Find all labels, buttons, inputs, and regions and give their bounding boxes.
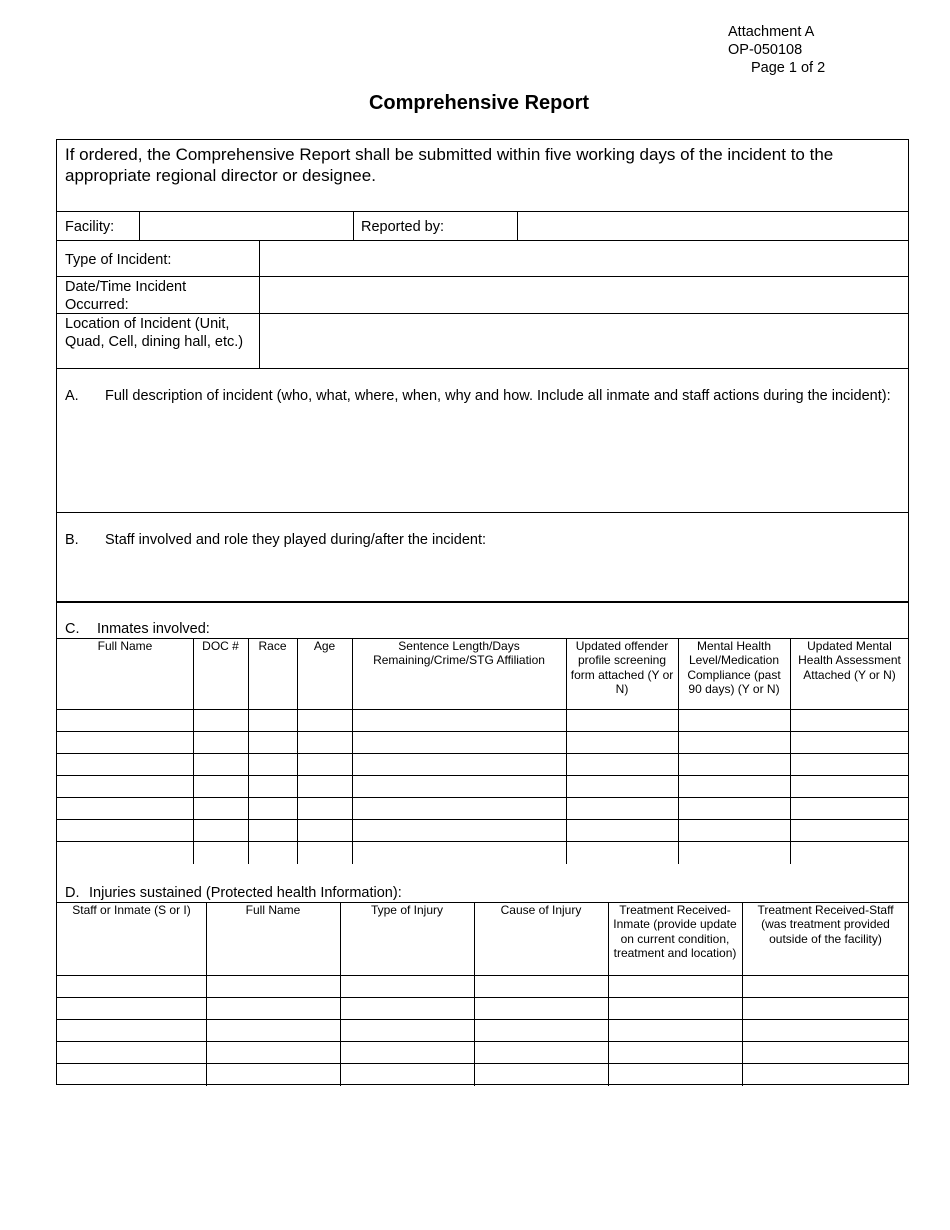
table-cell-input[interactable] (206, 997, 341, 1020)
table-cell-input[interactable] (248, 731, 298, 754)
table-cell-input[interactable] (352, 731, 567, 754)
table-cell-input[interactable] (193, 797, 249, 820)
table-cell-input[interactable] (474, 1041, 609, 1064)
table-cell-input[interactable] (566, 819, 679, 842)
table-cell-input[interactable] (206, 1063, 341, 1086)
column-header-label: Full Name (245, 903, 301, 917)
section-a-letter: A. (65, 388, 79, 404)
table-cell-input[interactable] (248, 753, 298, 776)
column-header (57, 902, 207, 976)
column-header-label: Full Name (97, 639, 153, 653)
table-cell-input[interactable] (474, 997, 609, 1020)
table-cell-input[interactable] (340, 975, 475, 998)
table-cell-input[interactable] (248, 841, 298, 864)
table-cell-input[interactable] (340, 1019, 475, 1042)
table-cell-input[interactable] (474, 1063, 609, 1086)
table-cell-input[interactable] (57, 975, 207, 998)
table-cell-input[interactable] (352, 819, 567, 842)
table-cell-input[interactable] (340, 1041, 475, 1064)
column-header-label: Updated Mental Health Assessment Attached (Y or N) (798, 639, 901, 682)
section-d-text: Injuries sustained (Protected health Information): (89, 885, 402, 901)
section-a-input[interactable] (105, 426, 900, 508)
table-cell-input[interactable] (57, 797, 194, 820)
type-of-incident-input[interactable] (260, 241, 907, 276)
table-cell-input[interactable] (340, 1063, 475, 1086)
table-cell-input[interactable] (608, 975, 743, 998)
table-cell-input[interactable] (193, 775, 249, 798)
location-label: Location of Incident (Unit, Quad, Cell, dining hall, etc.) (65, 316, 244, 350)
section-b-input[interactable] (105, 552, 900, 598)
column-header (297, 638, 353, 710)
table-cell-input[interactable] (57, 1019, 207, 1042)
column-header (248, 638, 298, 710)
table-cell-input[interactable] (566, 731, 679, 754)
table-cell-input[interactable] (678, 753, 791, 776)
column-header-label: Cause of Injury (500, 903, 582, 917)
table-cell-input[interactable] (678, 775, 791, 798)
reported-by-input[interactable] (518, 212, 907, 240)
table-cell-input[interactable] (297, 819, 353, 842)
column-header (608, 902, 743, 976)
divider (57, 601, 908, 603)
table-cell-input[interactable] (678, 731, 791, 754)
table-cell-input[interactable] (57, 819, 194, 842)
report-form (56, 139, 909, 1085)
column-header-label: Treatment Received-Staff (was treatment provided outside of the facility) (757, 903, 894, 946)
table-cell-input[interactable] (352, 753, 567, 776)
column-header-label: Type of Injury (370, 903, 444, 917)
table-cell-input[interactable] (790, 709, 909, 732)
table-cell-input[interactable] (742, 975, 909, 998)
table-cell-input[interactable] (193, 819, 249, 842)
attachment-label: Attachment A (728, 24, 815, 40)
column-header (678, 638, 791, 710)
table-cell-input[interactable] (474, 1019, 609, 1042)
table-cell-input[interactable] (57, 841, 194, 864)
table-cell-input[interactable] (340, 997, 475, 1020)
table-cell-input[interactable] (566, 709, 679, 732)
column-header-label: DOC # (202, 639, 239, 653)
column-header-label: Treatment Received-Inmate (provide update on current condition, treatment and location) (613, 903, 737, 961)
table-cell-input[interactable] (193, 841, 249, 864)
column-header-label: Race (258, 639, 287, 653)
table-cell-input[interactable] (790, 841, 909, 864)
table-cell-input[interactable] (790, 797, 909, 820)
table-cell-input[interactable] (566, 841, 679, 864)
table-cell-input[interactable] (566, 775, 679, 798)
table-cell-input[interactable] (297, 775, 353, 798)
table-cell-input[interactable] (790, 775, 909, 798)
section-b-letter: B. (65, 532, 79, 548)
divider (57, 512, 908, 513)
table-cell-input[interactable] (297, 709, 353, 732)
column-header (193, 638, 249, 710)
column-header (340, 902, 475, 976)
table-cell-input[interactable] (352, 797, 567, 820)
injuries-table (57, 902, 908, 1085)
table-cell-input[interactable] (352, 841, 567, 864)
table-cell-input[interactable] (742, 997, 909, 1020)
divider (353, 211, 354, 240)
column-header (742, 902, 909, 976)
section-d-letter: D. (65, 885, 80, 901)
table-cell-input[interactable] (57, 1041, 207, 1064)
date-time-input[interactable] (260, 277, 907, 313)
column-header-label: Age (313, 639, 336, 653)
column-header (790, 638, 909, 710)
page-title: Comprehensive Report (368, 92, 590, 114)
table-cell-input[interactable] (678, 819, 791, 842)
table-cell-input[interactable] (608, 1019, 743, 1042)
table-cell-input[interactable] (678, 797, 791, 820)
table-cell-input[interactable] (206, 1041, 341, 1064)
table-cell-input[interactable] (248, 819, 298, 842)
table-cell-input[interactable] (57, 709, 194, 732)
table-cell-input[interactable] (57, 753, 194, 776)
reported-by-label: Reported by: (361, 219, 445, 235)
column-header-label: Staff or Inmate (S or I) (72, 903, 191, 917)
column-header-label: Mental Health Level/Medication Compliance (past 90 days) (Y or N) (687, 639, 781, 697)
op-number: OP-050108 (728, 42, 803, 58)
page-number: Page 1 of 2 (751, 60, 826, 76)
table-cell-input[interactable] (790, 819, 909, 842)
table-cell-input[interactable] (297, 731, 353, 754)
table-cell-input[interactable] (678, 841, 791, 864)
table-cell-input[interactable] (57, 731, 194, 754)
table-cell-input[interactable] (206, 975, 341, 998)
column-header-label: Updated offender profile screening form attached (Y or N) (570, 639, 674, 697)
table-cell-input[interactable] (297, 753, 353, 776)
section-b-text: Staff involved and role they played during/after the incident: (105, 532, 487, 548)
table-cell-input[interactable] (57, 1063, 207, 1086)
column-header (566, 638, 679, 710)
section-c-text: Inmates involved: (97, 621, 210, 637)
date-time-label: Date/Time Incident Occurred: (65, 279, 187, 313)
inmates-table (57, 638, 908, 866)
column-header (206, 902, 341, 976)
table-cell-input[interactable] (193, 731, 249, 754)
column-header-label: Sentence Length/Days Remaining/Crime/STG Affiliation (373, 639, 545, 668)
table-cell-input[interactable] (248, 797, 298, 820)
table-cell-input[interactable] (57, 997, 207, 1020)
table-cell-input[interactable] (566, 797, 679, 820)
table-cell-input[interactable] (297, 841, 353, 864)
table-cell-input[interactable] (790, 731, 909, 754)
section-c-letter: C. (65, 621, 80, 637)
location-input[interactable] (260, 314, 907, 368)
column-header (352, 638, 567, 710)
divider (57, 368, 908, 369)
table-cell-input[interactable] (297, 797, 353, 820)
table-cell-input[interactable] (566, 753, 679, 776)
table-cell-input[interactable] (352, 775, 567, 798)
table-cell-input[interactable] (608, 1041, 743, 1064)
table-cell-input[interactable] (790, 753, 909, 776)
section-a-text: Full description of incident (who, what, where, when, why and how. Include all inmate and staff actions during the incident): (105, 388, 891, 404)
table-cell-input[interactable] (248, 709, 298, 732)
facility-input[interactable] (140, 212, 352, 240)
table-cell-input[interactable] (193, 709, 249, 732)
table-cell-input[interactable] (742, 1063, 909, 1086)
table-cell-input[interactable] (608, 1063, 743, 1086)
document-header (728, 23, 825, 77)
facility-label: Facility: (65, 219, 115, 235)
table-cell-input[interactable] (352, 709, 567, 732)
table-cell-input[interactable] (474, 975, 609, 998)
table-cell-input[interactable] (248, 775, 298, 798)
column-header (57, 638, 194, 710)
type-of-incident-label: Type of Incident: (65, 252, 172, 268)
table-cell-input[interactable] (742, 1019, 909, 1042)
table-cell-input[interactable] (57, 775, 194, 798)
intro-text: If ordered, the Comprehensive Report shall be submitted within five working days of the incident to the appropriate regional director or designee. (65, 145, 834, 185)
table-cell-input[interactable] (742, 1041, 909, 1064)
column-header (474, 902, 609, 976)
table-cell-input[interactable] (206, 1019, 341, 1042)
table-cell-input[interactable] (608, 997, 743, 1020)
table-cell-input[interactable] (678, 709, 791, 732)
table-cell-input[interactable] (193, 753, 249, 776)
